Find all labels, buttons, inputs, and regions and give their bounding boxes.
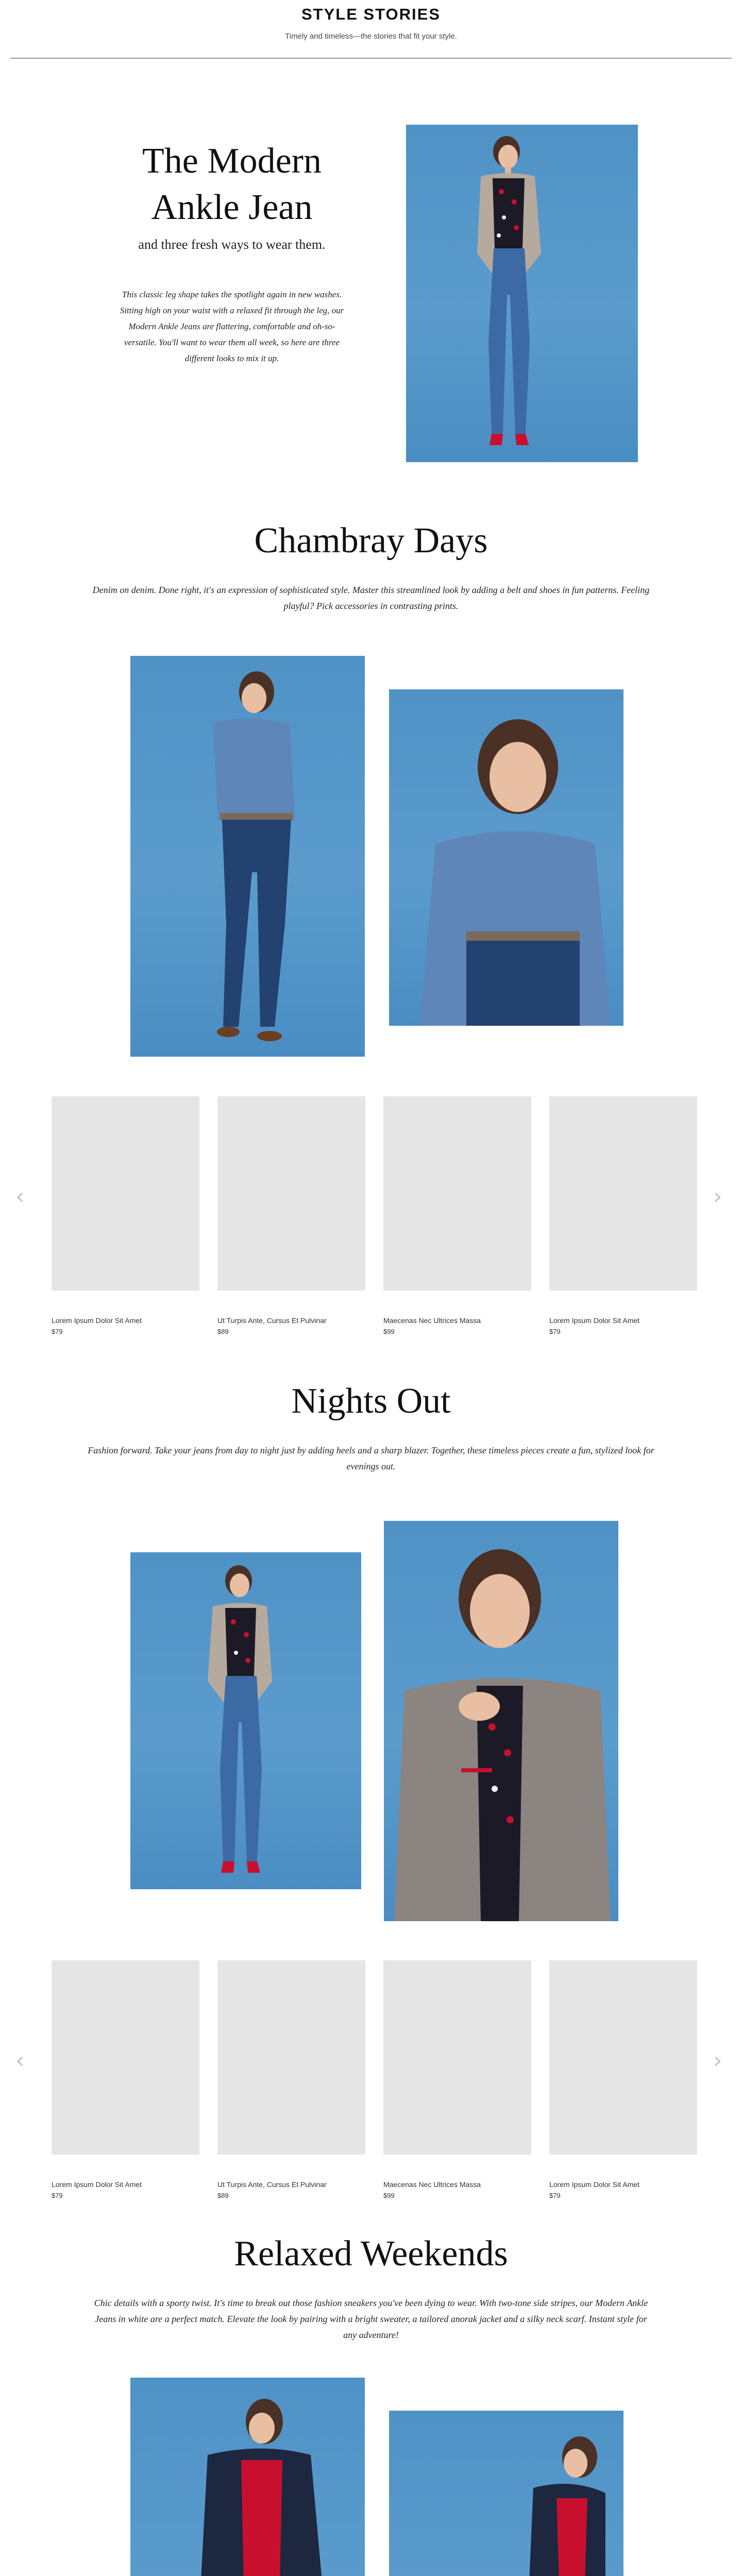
product-card[interactable] bbox=[383, 1960, 531, 2199]
carousel-prev-icon[interactable]: ‹ bbox=[15, 2047, 25, 2074]
section-description-chambray-days: Denim on denim. Done right, it's an expression of sophisticated style. Master this streamlined look by adding a belt and shoes in fun patterns. Feeling playful? Pick accessories in contrasting prints. bbox=[92, 585, 650, 611]
product-card[interactable] bbox=[383, 1096, 531, 1335]
product-image-placeholder[interactable] bbox=[52, 1960, 199, 2155]
section-title-chambray-days: Chambray Days bbox=[254, 521, 488, 561]
hero-photo-blazer-look bbox=[406, 125, 638, 462]
product-name[interactable]: Ut Turpis Ante, Cursus Et Pulvinar bbox=[217, 2180, 327, 2189]
section-title-nights-out: Nights Out bbox=[291, 1381, 451, 1421]
product-name[interactable]: Lorem Ipsum Dolor Sit Amet bbox=[549, 1316, 640, 1325]
product-image-placeholder[interactable] bbox=[217, 1960, 365, 2155]
chambray-photo-full-length bbox=[130, 656, 365, 1057]
product-price: $89 bbox=[217, 2192, 229, 2199]
page-header bbox=[0, 0, 742, 61]
product-image-placeholder[interactable] bbox=[383, 1960, 531, 2155]
product-image-placeholder[interactable] bbox=[549, 1960, 697, 2155]
product-price: $79 bbox=[52, 2192, 63, 2199]
product-image-placeholder[interactable] bbox=[52, 1096, 199, 1291]
nights-out-photo-full-length bbox=[130, 1552, 361, 1889]
carousel-next-icon[interactable]: › bbox=[713, 2047, 722, 2074]
weekend-photo-walking bbox=[130, 2378, 365, 2576]
weekend-photo-seated bbox=[389, 2411, 623, 2576]
product-image-placeholder[interactable] bbox=[549, 1096, 697, 1291]
product-carousel-chambray bbox=[0, 1096, 742, 1354]
section-description-relaxed-weekends: Chic details with a sporty twist. It's time to break out those fashion sneakers you've been dying to wear. With two-tone side stripes, our Modern Ankle Jeans in white are a perfect match. Elevate the look by pairing with a bright sweater, a tailored anorak jacket and a silky neck scarf. Instant style for any adventure! bbox=[94, 2298, 648, 2340]
product-price: $79 bbox=[549, 2192, 561, 2199]
product-card[interactable] bbox=[217, 1096, 365, 1335]
product-name[interactable]: Lorem Ipsum Dolor Sit Amet bbox=[52, 1316, 142, 1325]
product-card[interactable] bbox=[217, 1960, 365, 2199]
product-card[interactable] bbox=[52, 1096, 199, 1335]
product-image-placeholder[interactable] bbox=[217, 1096, 365, 1291]
product-name[interactable]: Lorem Ipsum Dolor Sit Amet bbox=[549, 2180, 640, 2189]
product-card[interactable] bbox=[549, 1096, 697, 1335]
nights-out-photo-closeup bbox=[384, 1521, 618, 1921]
carousel-prev-icon[interactable]: ‹ bbox=[15, 1183, 25, 1210]
hero-title: The Modern Ankle Jean bbox=[142, 141, 322, 227]
hero-subtitle: and three fresh ways to wear them. bbox=[138, 237, 326, 252]
page-tagline: Timely and timeless—the stories that fit your style. bbox=[285, 32, 457, 41]
product-price: $99 bbox=[383, 2192, 395, 2199]
product-card[interactable] bbox=[52, 1960, 199, 2199]
hero-body: This classic leg shape takes the spotlight again in new washes. Sitting high on your waist with a relaxed fit through the leg, our Modern Ankle Jeans are flattering, comfortable and oh-so-versatile. You'll want to wear them all week, so here are three different looks to mix it up. bbox=[120, 290, 344, 363]
product-price: $89 bbox=[217, 1328, 229, 1335]
page-title: STYLE STORIES bbox=[301, 5, 441, 23]
product-image-placeholder[interactable] bbox=[383, 1096, 531, 1291]
section-title-relaxed-weekends: Relaxed Weekends bbox=[234, 2234, 508, 2274]
chambray-photo-closeup bbox=[389, 689, 623, 1026]
product-name[interactable]: Lorem Ipsum Dolor Sit Amet bbox=[52, 2180, 142, 2189]
product-carousel-nights-out bbox=[0, 1960, 742, 2218]
product-price: $79 bbox=[549, 1328, 561, 1335]
product-price: $99 bbox=[383, 1328, 395, 1335]
product-card[interactable] bbox=[549, 1960, 697, 2199]
product-price: $79 bbox=[52, 1328, 63, 1335]
section-description-nights-out: Fashion forward. Take your jeans from day to night just by adding heels and a sharp blazer. Together, these timeless pieces create a fun, stylized look for evenings out. bbox=[88, 1445, 654, 1471]
product-name[interactable]: Maecenas Nec Ultrices Massa bbox=[383, 1316, 481, 1325]
product-name[interactable]: Ut Turpis Ante, Cursus Et Pulvinar bbox=[217, 1316, 327, 1325]
carousel-next-icon[interactable]: › bbox=[713, 1183, 722, 1210]
header-divider bbox=[10, 58, 732, 59]
product-name[interactable]: Maecenas Nec Ultrices Massa bbox=[383, 2180, 481, 2189]
